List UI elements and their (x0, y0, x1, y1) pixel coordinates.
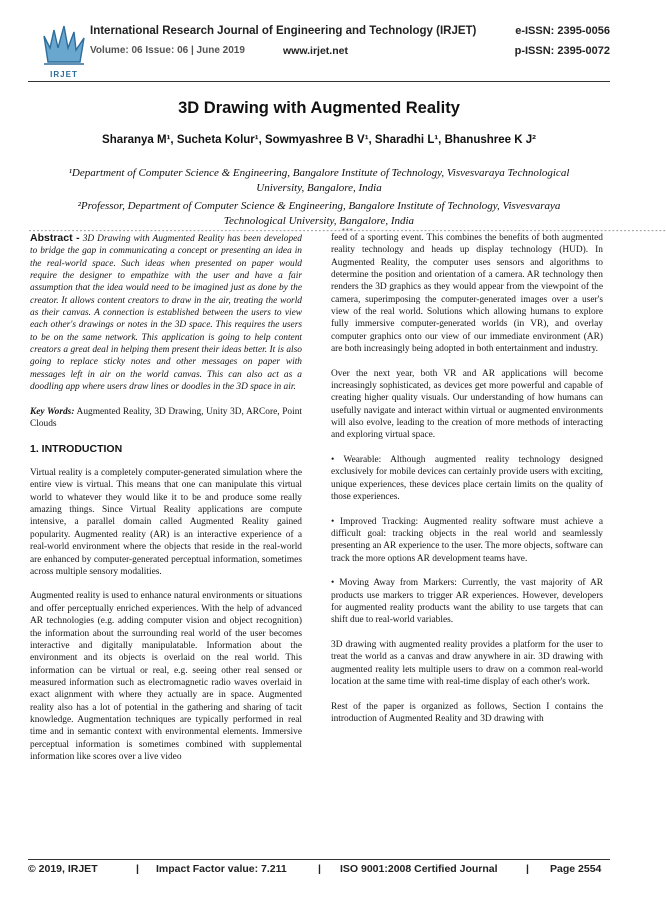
paragraph: Over the next year, both VR and AR applications will become increasingly sophisticated, as devices get more powerful and capable of creating higher quality visuals. Our understanding of how humans can usefully navigate and interact within virtual or augmented environments will also evolve, leading to the creation of more methods of interacting and exploring virtual space. (331, 368, 603, 441)
paper-authors: Sharanya M¹, Sucheta Kolur¹, Sowmyashree B V¹, Sharadhi L¹, Bhanushree K J² (102, 134, 536, 146)
right-column (331, 232, 603, 738)
left-column (30, 232, 302, 776)
page-footer (28, 863, 610, 879)
issue-info: Volume: 06 Issue: 06 | June 2019 (90, 45, 245, 56)
journal-website: www.irjet.net (283, 45, 348, 57)
footer-rule (28, 859, 610, 860)
footer-divider: | (318, 863, 321, 875)
footer-divider: | (526, 863, 529, 875)
affiliation-1: ¹Department of Computer Science & Engineering, Bangalore Institute of Technology, Visvesvaraya Technological University, Bangalore, India (68, 167, 570, 194)
paragraph: 3D drawing with augmented reality provides a platform for the user to treat the world as a canvas and draw anywhere in air. 3D drawing with augmented reality lets multiple users to draw on a common real-world location at the same time with real-time display of each other's work. (331, 640, 603, 688)
journal-header (28, 22, 610, 82)
bullet-paragraph: • Wearable: Although augmented reality technology designed exclusively for mobile devices can certainly provide users with exciting, unique experiences, these devices place certain limits on the quality of those experiences. (331, 455, 603, 503)
abstract (30, 232, 302, 393)
paragraph: Rest of the paper is organized as follows, Section I contains the introduction of Augmented Reality and 3D drawing with (331, 701, 603, 725)
footer-divider: | (136, 863, 139, 875)
paragraph: Augmented reality is used to enhance natural environments or situations and offer perceptually enriched experiences. With the help of advanced AR technologies (e.g. adding computer vision and object recognition) the information about the surrounding real world of the user becomes interactive and digitally manipulatable. Information about the environment and its objects is overlaid on the real world. This information can be virtual or real, e.g. seeing other real sensed or measured information such as electromagnetic radio waves overlaid in exact alignment with where they actually are in space. Augmented reality also has a lot of potential in the gathering and sharing of tacit knowledge. Augmentation techniques are typically performed in real time and in semantic context with environmental elements. Immersive perceptual information is sometimes combined with supplemental information like scores over a live video (30, 591, 302, 762)
keywords-text: Augmented Reality, 3D Drawing, Unity 3D, ARCore, Point Clouds (30, 406, 302, 430)
e-issn: e-ISSN: 2395-0056 (515, 25, 610, 37)
paragraph: feed of a sporting event. This combines the benefits of both augmented reality technology and heads up display technology (HUD). In Augmented Reality, the computer uses sensors and algorithms to determine the position and orientation of a camera. AR technology then renders the 3D graphics as they would appear from the viewpoint of the camera, superimposing the computer-generated images over a user's view of the real world. Solutions which allowing humans to explore fully immersive computer-generated worlds (in VR), and overlay computer graphics onto our view of our immediate environment (AR) are both increasingly being adopted in both entertainment and industry. (331, 233, 603, 355)
keywords-label: Key Words: (30, 406, 75, 417)
abstract-label: Abstract - (30, 232, 80, 244)
logo-text: IRJET (50, 70, 78, 79)
bullet-paragraph: • Moving Away from Markers: Currently, the vast majority of AR products use markers to trigger AR experiences. However, developers for augmented reality products want the ability to use targets that can shift due to real-world variables. (331, 578, 603, 626)
paper-title: 3D Drawing with Augmented Reality (178, 99, 460, 117)
footer-page-number: Page 2554 (550, 863, 602, 875)
section-heading-introduction: 1. INTRODUCTION (30, 442, 123, 455)
affiliation-2: ²Professor, Department of Computer Science & Engineering, Bangalore Institute of Technology, Visvesvaraya Technological University, Bangalore, India (77, 200, 561, 227)
header-rule (28, 81, 610, 82)
paragraph: Virtual reality is a completely computer-generated simulation where the entire view is virtual. This means that one can manipulate this virtual world to whatever they would like it to be and produce some really amazing things. Since Virtual Reality applications are compute intensive, a parallel domain called Augmented Reality gained popularity. Augmented reality (AR) is an interactive experience of a real-world environment where the objects that reside in the real-world are enhanced by computer-generated perceptual information, sometimes across multiple sensory modalities. (30, 468, 302, 577)
keywords (30, 406, 302, 431)
bullet-paragraph: • Improved Tracking: Augmented reality software must achieve a difficult goal: tracking objects in the real world and seamlessly presenting an AR experience to the user. The more objects, software can track the more options AR development teams have. (331, 516, 603, 564)
footer-iso: ISO 9001:2008 Certified Journal (340, 863, 498, 875)
footer-copyright: © 2019, IRJET (28, 863, 98, 875)
journal-name: International Research Journal of Engineering and Technology (IRJET) (90, 25, 477, 37)
section-separator: --------------------------------------------------------------------------------***-------------------------------------------------------------------------------- (28, 227, 666, 235)
abstract-text: 3D Drawing with Augmented Reality has been developed to bridge the gap in communicating a concept or presenting an idea in the real-world space. Such ideas when presented on paper would require the designer to empathize with the user and have a fair assumption that the idea would need to be imagined just as done by the creator. It allows content creators to draw in the air, treating the world as their canvas. A connection is established between the users to view each other's drawings or notes in the 3D space. This requires the users to be on the same network. This application is going to help content creators a great deal in helping them present their ideas better. It is also going to replace sticky notes and other messages on paper with messages left in air on the world canvas. This can also act as a doodling app where users draw lines or doodles in the 3D space in air. (30, 234, 302, 393)
footer-impact: Impact Factor value: 7.211 (156, 863, 287, 875)
p-issn: p-ISSN: 2395-0072 (514, 45, 610, 57)
